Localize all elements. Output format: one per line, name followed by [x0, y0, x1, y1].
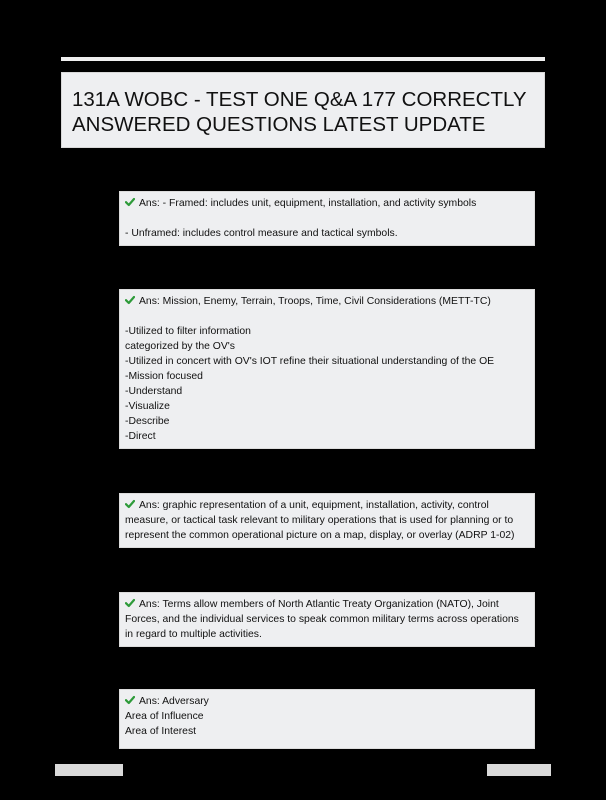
answer-box-5: [119, 689, 535, 749]
check-icon: [125, 598, 135, 608]
title-line-1: 131A WOBC - TEST ONE Q&A 177 CORRECTLY: [72, 88, 527, 111]
document-title: [72, 87, 534, 137]
answer-line: measure, or tactical task relevant to military operations that is used for planning or to: [125, 515, 514, 526]
answer-line: -Visualize: [125, 401, 170, 412]
title-line-2: ANSWERED QUESTIONS LATEST UPDATE: [72, 113, 486, 136]
answer-line: [125, 294, 529, 309]
answer-line: represent the common operational picture on a map, display, or overlay (ADRP 1-02): [125, 530, 515, 541]
answer-line: Forces, and the individual services to speak common military terms across operations: [125, 614, 519, 625]
answer-line: -Describe: [125, 416, 170, 427]
top-divider: [61, 57, 545, 61]
answer-text: Ans: Mission, Enemy, Terrain, Troops, Time, Civil Considerations (METT-TC): [139, 296, 491, 307]
answer-line: - Unframed: includes control measure and tactical symbols.: [125, 228, 398, 239]
answer-line: [125, 694, 529, 709]
footer-right-watermark: [487, 764, 551, 776]
answer-line: categorized by the OV's: [125, 341, 235, 352]
answer-text: Ans: graphic representation of a unit, equipment, installation, activity, control: [139, 500, 489, 511]
answer-line: Area of Influence: [125, 711, 204, 722]
answer-text: Ans: Terms allow members of North Atlantic Treaty Organization (NATO), Joint: [139, 599, 499, 610]
answer-box-2: [119, 289, 535, 449]
answer-line: -Mission focused: [125, 371, 203, 382]
answer-line: -Utilized in concert with OV's IOT refine their situational understanding of the OE: [125, 356, 495, 367]
answer-box-1: [119, 191, 535, 246]
answer-box-3: [119, 493, 535, 548]
footer-left-watermark: [55, 764, 123, 776]
answer-line: in regard to multiple activities.: [125, 629, 262, 640]
answer-line: -Direct: [125, 431, 156, 442]
answer-box-4: [119, 592, 535, 647]
answer-line: -Understand: [125, 386, 183, 397]
answer-line: [125, 597, 529, 612]
answer-line: -Utilized to filter information: [125, 326, 251, 337]
check-icon: [125, 197, 135, 207]
answer-line: [125, 211, 529, 226]
answer-line: [125, 498, 529, 513]
answer-text: Ans: - Framed: includes unit, equipment, installation, and activity symbols: [139, 198, 477, 209]
answer-line: [125, 309, 529, 324]
check-icon: [125, 695, 135, 705]
document-title-box: [61, 72, 545, 148]
answer-line: [125, 196, 529, 211]
answer-text: Ans: Adversary: [139, 696, 209, 707]
check-icon: [125, 499, 135, 509]
answer-line: Area of Interest: [125, 726, 197, 737]
check-icon: [125, 295, 135, 305]
